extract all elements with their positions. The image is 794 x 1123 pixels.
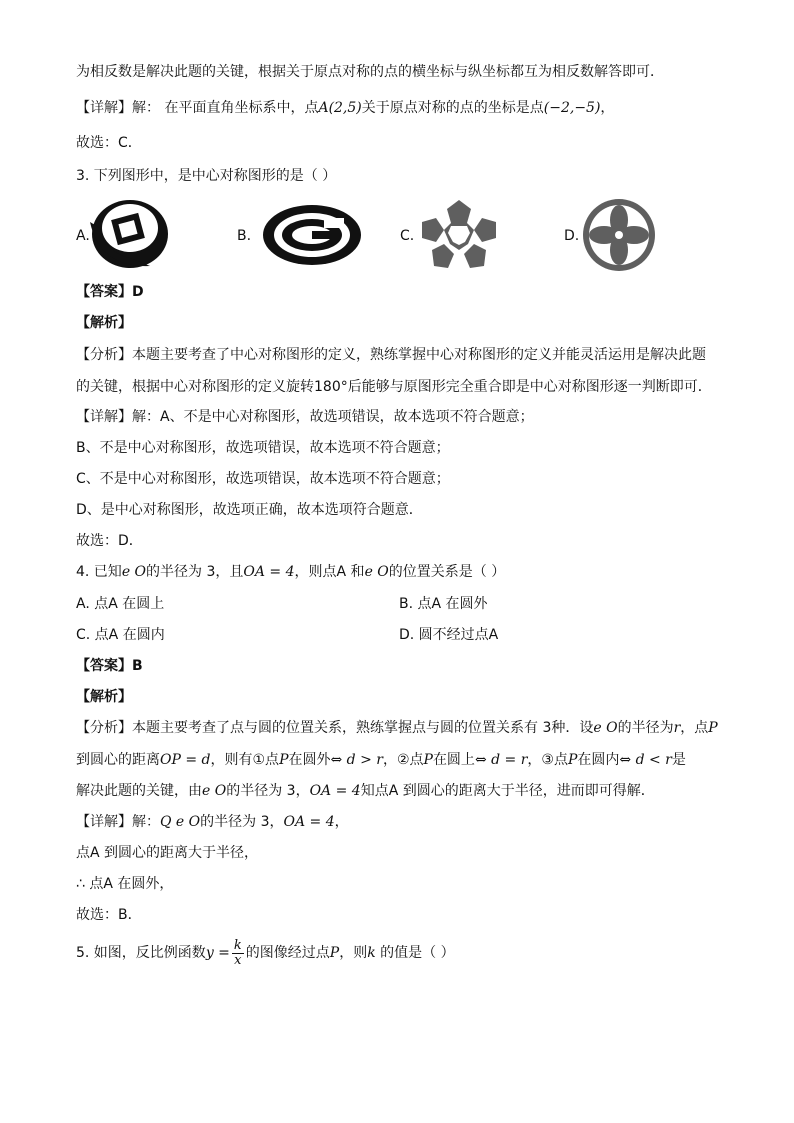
text-line: 故选：B．: [76, 907, 142, 923]
text-fragment: 在圆内: [577, 752, 620, 768]
math-oa: OA = 4: [309, 783, 361, 799]
text-line: [76, 812, 349, 832]
figure-b-spiral: [262, 204, 362, 266]
text-fragment: ，: [334, 814, 349, 830]
q3-answer: 【答案】D: [76, 284, 144, 300]
math-relation: ⇔ d < r: [619, 752, 672, 768]
fraction-numerator: k: [233, 937, 242, 953]
text-fragment: ，则有①点: [210, 752, 280, 768]
text-line: 点A 到圆心的距离大于半径，: [76, 845, 259, 861]
text-fragment: ，点: [680, 720, 709, 736]
math-p: P: [567, 752, 578, 768]
text-fragment: 的位置关系是（ ）: [388, 564, 506, 580]
option-d-label: D.: [564, 228, 580, 244]
math-circle-o: e O: [593, 720, 618, 736]
text-fragment: 解决此题的关键，由: [76, 783, 202, 799]
text-fragment: 知点A 到圆心的距离大于半径，进而即可得解．: [360, 783, 655, 799]
text-line: D、是中心对称图形，故选项正确，故本选项符合题意．: [76, 502, 423, 518]
math-circle-o: e O: [364, 564, 389, 580]
text-fragment: 在圆外: [288, 752, 331, 768]
question-4-stem: [76, 562, 505, 582]
text-fragment: 是: [671, 752, 686, 768]
math-circle-o: e O: [202, 783, 227, 799]
q4-option-a: A. 点A 在圆上: [76, 596, 165, 612]
text-line: 为相反数是解决此题的关键，根据关于原点对称的点的横坐标与纵坐标都互为相反数解答即可．: [76, 64, 664, 80]
math-oa: OA = 4: [243, 564, 295, 580]
option-a-label: A.: [76, 228, 90, 244]
text-line: B、不是中心对称图形，故选项错误，故本选项不符合题意；: [76, 440, 450, 456]
text-fragment: 【分析】本题主要考查了点与圆的位置关系，熟练掌握点与圆的位置关系有 3种．设: [76, 720, 594, 736]
text-fragment: ，③点: [527, 752, 568, 768]
text-line: 的关键，根据中心对称图形的定义旋转180°后能够与原图形完全重合即是中心对称图形逐一判断即可．: [76, 379, 712, 395]
math-p: P: [423, 752, 433, 768]
math-point-a: A(2,5): [318, 100, 362, 116]
math-circle-o: Q e O: [160, 814, 201, 830]
text-fragment: 【详解】解：: [76, 814, 160, 830]
q3-analysis-heading: 【解析】: [76, 315, 132, 331]
text-line: [76, 750, 686, 770]
text-fragment: ，: [600, 100, 615, 116]
fraction-denominator: x: [234, 952, 242, 968]
math-r: r: [673, 720, 681, 736]
text-fragment: 的半径为 3，且: [146, 564, 244, 580]
text-fragment: ，则: [339, 945, 368, 961]
fraction-k-over-x: [232, 939, 244, 968]
text-line: 【详解】解：A、不是中心对称图形，故选项错误，故本选项不符合题意；: [76, 409, 534, 425]
text-fragment: 【详解】解： 在平面直角坐标系中，点: [76, 100, 319, 116]
text-line: 故选：D．: [76, 533, 143, 549]
text-fragment: 关于原点对称的点的坐标是点: [361, 100, 544, 116]
question-5-stem: [76, 938, 455, 968]
text-line: ∴ 点A 在圆外，: [76, 876, 174, 892]
math-k: k: [367, 945, 376, 961]
text-line: [76, 98, 614, 118]
math-y-equals: y =: [205, 945, 230, 961]
figure-d-four-petal-circle: [582, 198, 656, 272]
text-line: 故选：C．: [76, 135, 142, 151]
option-c-label: C.: [400, 228, 415, 244]
text-fragment: 在圆上: [432, 752, 475, 768]
text-line: C、不是中心对称图形，故选项错误，故本选项不符合题意；: [76, 471, 450, 487]
text-fragment: 的图像经过点: [245, 945, 330, 961]
math-oa: OA = 4: [283, 814, 335, 830]
text-fragment: 的半径为 3，: [200, 814, 284, 830]
text-fragment: 5. 如图，反比例函数: [76, 945, 206, 961]
question-3-stem: 3. 下列图形中，是中心对称图形的是（ ）: [76, 168, 337, 184]
text-line: [76, 718, 718, 738]
option-b-label: B.: [237, 228, 252, 244]
text-fragment: 的值是（ ）: [375, 945, 455, 961]
text-fragment: 到圆心的距离: [76, 752, 160, 768]
math-p: P: [279, 752, 289, 768]
text-fragment: 的半径为: [617, 720, 674, 736]
text-fragment: 的半径为 3，: [226, 783, 310, 799]
q4-option-b: B. 点A 在圆外: [399, 596, 488, 612]
math-relation: ⇔ d = r: [474, 752, 528, 768]
q4-option-d: D. 圆不经过点A: [399, 627, 499, 643]
math-p: P: [708, 720, 718, 736]
math-circle-o: e O: [121, 564, 147, 580]
text-fragment: 4. 已知: [76, 564, 122, 580]
math-op-d: OP = d: [160, 752, 211, 768]
text-line: 【分析】本题主要考查了中心对称图形的定义，熟练掌握中心对称图形的定义并能灵活运用是解决此题: [76, 347, 706, 363]
text-fragment: ，则点A 和: [294, 564, 365, 580]
q4-analysis-heading: 【解析】: [76, 689, 132, 705]
text-line: [76, 781, 655, 801]
q4-answer: 【答案】B: [76, 658, 143, 674]
text-fragment: ，②点: [382, 752, 424, 768]
math-point-result: (−2,−5): [543, 100, 601, 116]
math-p: P: [329, 945, 340, 961]
math-relation: ⇔ d > r: [330, 752, 383, 768]
figure-a-ring-square: [90, 198, 172, 270]
q4-option-c: C. 点A 在圆内: [76, 627, 165, 643]
figure-c-pentagons: [418, 198, 500, 270]
